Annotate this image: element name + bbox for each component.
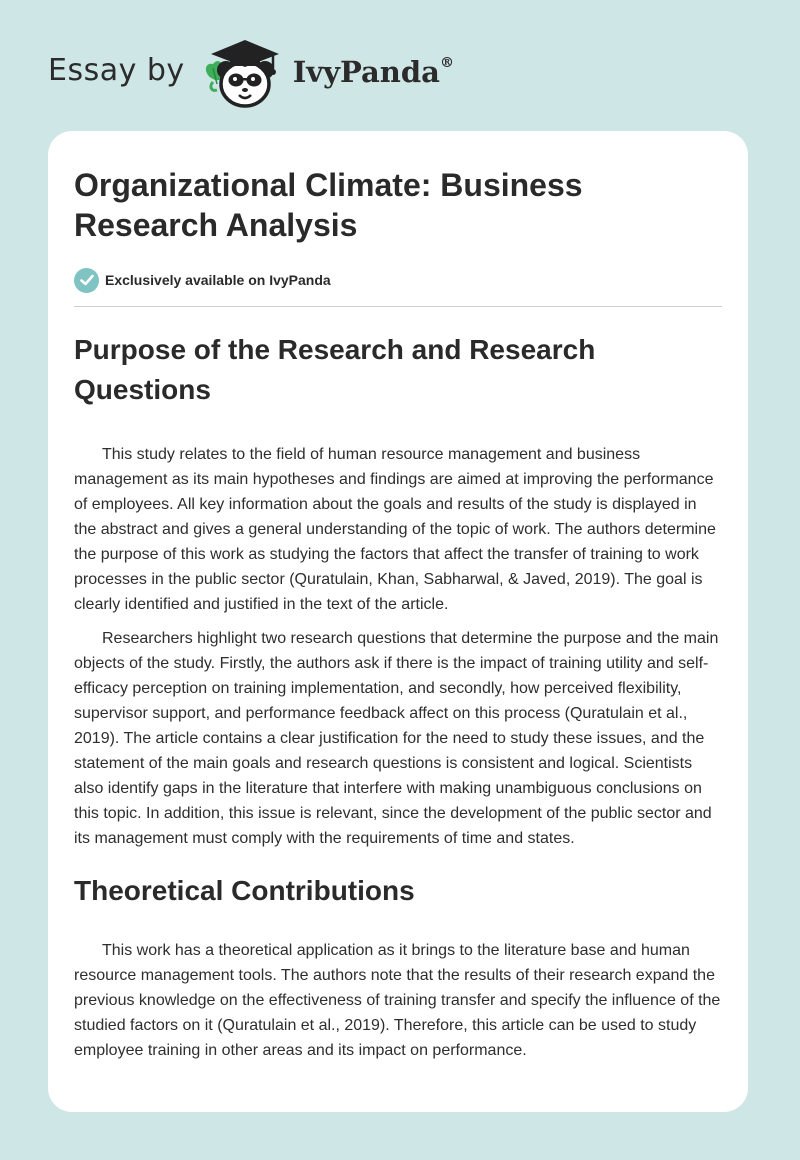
brand-name <box>293 55 454 89</box>
article-title: Organizational Climate: Business Research Analysis <box>74 167 583 243</box>
brand-text: IvyPanda <box>292 55 440 89</box>
section-heading-purpose: Purpose of the Research and Research Questions <box>74 334 596 405</box>
exclusive-badge <box>74 267 722 293</box>
panda-logo-icon[interactable] <box>199 34 287 114</box>
section-heading-theoretical: Theoretical Contributions <box>74 875 415 906</box>
check-circle-icon <box>74 268 99 293</box>
exclusive-label: Exclusively available on IvyPanda <box>105 272 331 288</box>
paragraph: Researchers highlight two research questions that determine the purpose and the main objects of the study. Firstly, the authors ask if there is the impact of training utility and self-efficacy perception on training implementation, and secondly, how perceived flexibility, supervisor support, and performance feedback affect on this process (Quratulain et al., 2019). The article contains a clear justification for the need to study these issues, and the statement of the main goals and research questions is consistent and logical. Scientists also identify gaps in the literature that interfere with making unambiguous conclusions on this topic. In addition, this issue is relevant, since the development of the public sector and its management must comply with the requirements of time and states. <box>74 630 719 847</box>
paragraph: This work has a theoretical application as it brings to the literature base and human resource management tools. The authors note that the results of their research expand the previous knowledge on the effectiveness of training transfer and specify the influence of the studied factors on it (Quratulain et al., 2019). Therefore, this article can be used to study employee training in other areas and its impact on performance. <box>74 942 721 1059</box>
divider <box>74 306 722 307</box>
site-header <box>48 34 454 114</box>
essay-by-label: Essay by <box>48 52 185 88</box>
article-card <box>48 131 748 1112</box>
registered-mark: ® <box>439 55 454 72</box>
paragraph: This study relates to the field of human resource management and business management as its main hypotheses and findings are aimed at improving the performance of employees. All key information about the goals and results of the study is displayed in the abstract and gives a general understanding of the topic of work. The authors determine the purpose of this work as studying the factors that affect the transfer of training to work processes in the public sector (Quratulain, Khan, Sabharwal, & Javed, 2019). The goal is clearly identified and justified in the text of the article. <box>74 446 716 613</box>
